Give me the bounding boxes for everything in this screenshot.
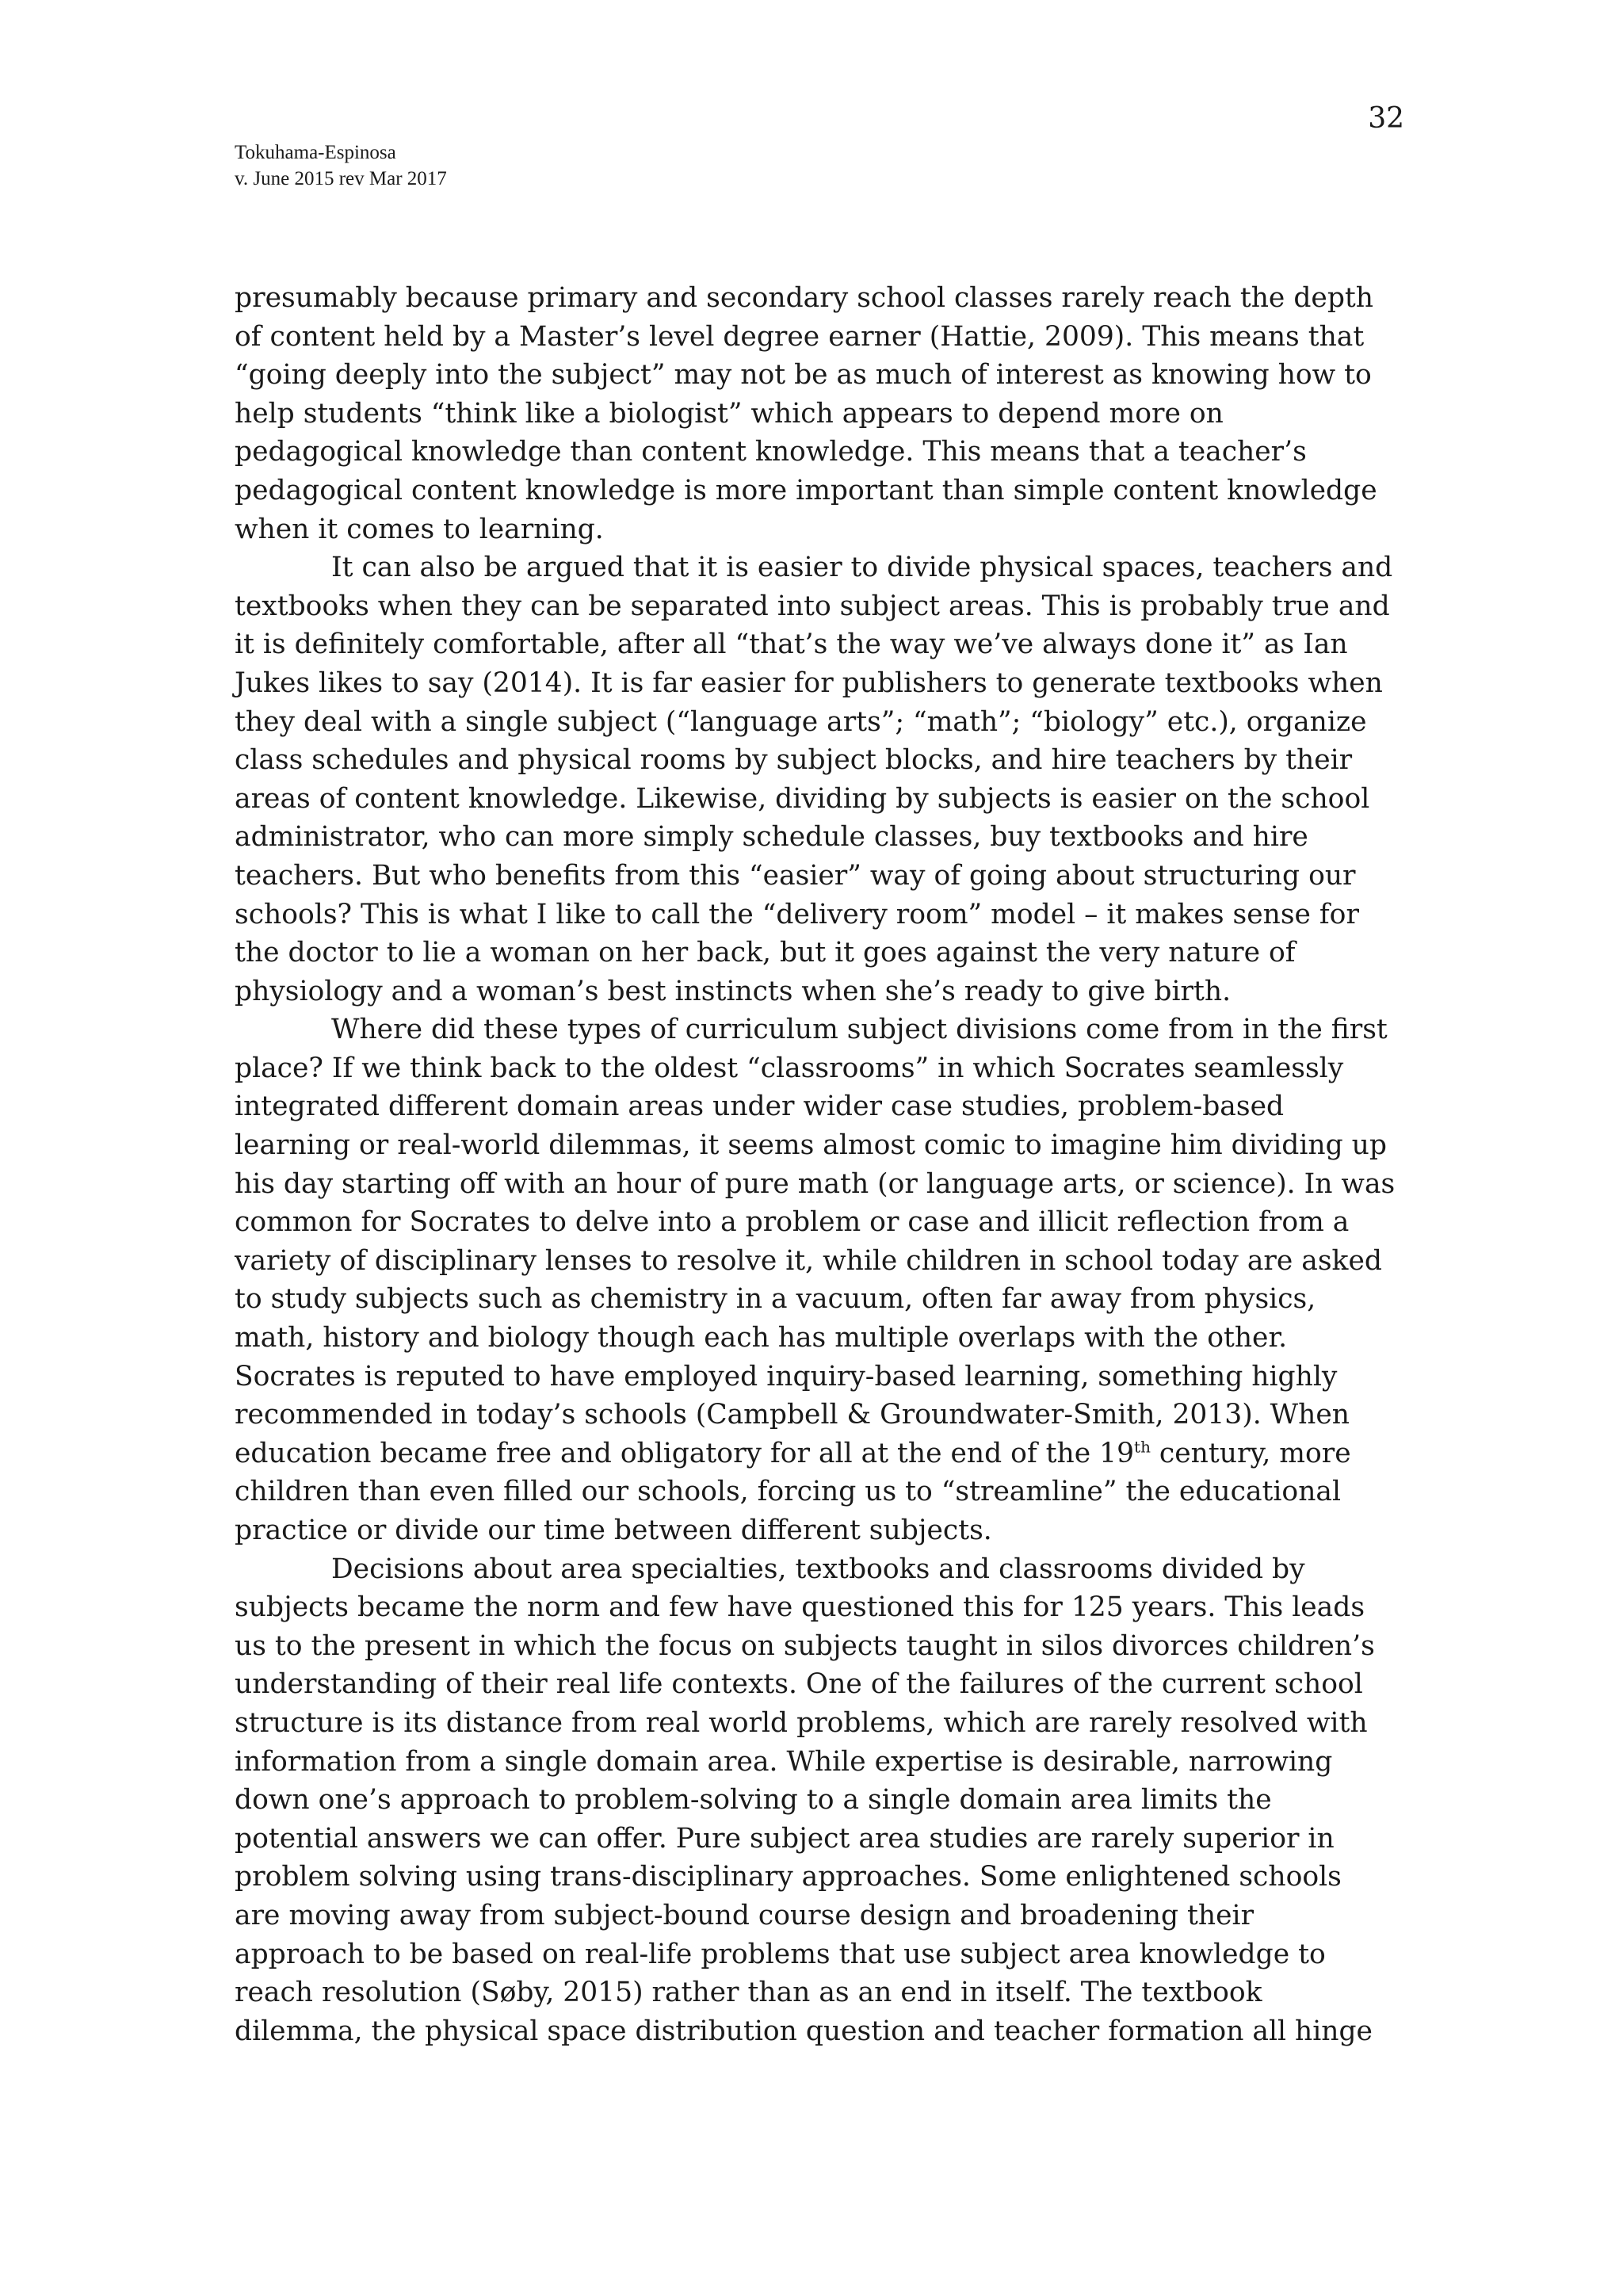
text-line [235,318,1407,357]
body-text [235,279,1407,2050]
text-line [235,857,1407,896]
text-line-content: the doctor to lie a woman on her back, but it goes against the very nature of [235,937,1296,969]
text-line-content: Decisions about area specialties, textbooks and classrooms divided by [331,1553,1305,1585]
text-line-content: pedagogical content knowledge is more important than simple content knowledge [235,474,1377,506]
text-line [235,279,1407,318]
text-line-content: help students “think like a biologist” which appears to depend more on [235,397,1224,430]
text-line [235,356,1407,395]
text-line-content: Socrates is reputed to have employed inquiry-based learning, something highly [235,1360,1338,1392]
text-line-content: understanding of their real life contexts. One of the failures of the current school [235,1668,1363,1701]
text-line-content: learning or real-world dilemmas, it seems almost comic to imagine him dividing up [235,1129,1387,1162]
text-line [235,972,1407,1011]
text-line-content: math, history and biology though each has multiple overlaps with the other. [235,1322,1288,1354]
text-line-content: problem solving using trans-disciplinary approaches. Some enlightened schools [235,1861,1342,1893]
text-line [235,818,1407,857]
text-line [235,395,1407,434]
text-line-content: reach resolution (Søby, 2015) rather than as an end in itself. The textbook [235,1977,1262,2009]
text-line [235,1588,1407,1627]
text-line-continuation: century, more [1150,1437,1351,1469]
text-line-content: subjects became the norm and few have questioned this for 125 years. This leads [235,1591,1365,1624]
text-line-content: when it comes to learning. [235,513,604,545]
text-line [235,1010,1407,1049]
text-line [235,1087,1407,1126]
text-line [235,1049,1407,1088]
text-line [235,433,1407,472]
text-line [235,1820,1407,1859]
text-line-content: down one’s approach to problem-solving to a single domain area limits the [235,1784,1272,1817]
text-line-content: areas of content knowledge. Likewise, dividing by subjects is easier on the school [235,782,1370,815]
text-line [235,1665,1407,1704]
text-line-content: recommended in today’s schools (Campbell & Groundwater-Smith, 2013). When [235,1399,1350,1431]
text-line-content: education became free and obligatory for all at the end of the 19 [235,1437,1135,1469]
text-line [235,1743,1407,1782]
text-line-content: teachers. But who benefits from this “easier” way of going about structuring our [235,859,1356,892]
text-line-content: his day starting off with an hour of pure math (or language arts, or science). In was [235,1167,1396,1200]
text-line [235,1358,1407,1396]
author-name: Tokuhama-Espinosa [235,142,396,163]
text-line [235,780,1407,819]
text-line-content: textbooks when they can be separated into subject areas. This is probably true and [235,590,1390,622]
text-line [235,1511,1407,1550]
text-line-content: approach to be based on real-life problems that use subject area knowledge to [235,1938,1326,1970]
text-line-content: It can also be argued that it is easier to divide physical spaces, teachers and [331,552,1393,584]
text-line [235,1242,1407,1281]
text-line [235,741,1407,780]
text-line [235,510,1407,549]
text-line [235,1126,1407,1165]
text-line [235,1550,1407,1589]
text-line-content: schools? This is what I like to call the “delivery room” model – it makes sense for [235,898,1359,930]
text-line [235,1280,1407,1319]
text-line-content: physiology and a woman’s best instincts when she’s ready to give birth. [235,975,1232,1007]
text-line [235,1396,1407,1435]
text-line-content: place? If we think back to the oldest “classrooms” in which Socrates seamlessly [235,1052,1344,1084]
text-line-content: us to the present in which the focus on subjects taught in silos divorces children’s [235,1629,1375,1662]
text-line [235,934,1407,972]
page-number: 32 [1368,102,1404,135]
text-line-content: common for Socrates to delve into a problem or case and illicit reflection from a [235,1206,1350,1239]
text-line-content: potential answers we can offer. Pure subject area studies are rarely superior in [235,1822,1335,1855]
text-line-content: practice or divide our time between different subjects. [235,1515,992,1546]
text-line-content: are moving away from subject-bound course design and broadening their [235,1899,1254,1931]
text-line [235,587,1407,626]
text-line-content: Where did these types of curriculum subject divisions come from in the first [331,1014,1388,1046]
text-line-content: variety of disciplinary lenses to resolve it, while children in school today are asked [235,1244,1382,1277]
text-line-content: information from a single domain area. While expertise is desirable, narrowing [235,1745,1333,1778]
text-line [235,896,1407,934]
running-head [235,139,447,192]
text-line [235,1973,1407,2012]
text-line [235,1781,1407,1820]
text-line-content: “going deeply into the subject” may not be as much of interest as knowing how to [235,359,1372,392]
text-line [235,548,1407,587]
text-line [235,1627,1407,1666]
text-line [235,1473,1407,1511]
text-line-content: children than even filled our schools, forcing us to “streamline” the educational [235,1476,1342,1508]
text-line-content: it is definitely comfortable, after all “that’s the way we’ve always done it” as Ian [235,628,1348,661]
version-note: v. June 2015 rev Mar 2017 [235,168,447,189]
text-line-content: of content held by a Master’s level degree earner (Hattie, 2009). This means that [235,320,1365,353]
text-line [235,1203,1407,1242]
text-line [235,1897,1407,1935]
text-line-content: to study subjects such as chemistry in a vacuum, often far away from physics, [235,1283,1316,1316]
text-line-content: integrated different domain areas under wider case studies, problem-based [235,1091,1285,1123]
text-line-content: pedagogical knowledge than content knowledge. This means that a teacher’s [235,436,1307,468]
text-line [235,625,1407,664]
text-line [235,1858,1407,1897]
text-line [235,1165,1407,1204]
text-line-content: they deal with a single subject (“language arts”; “math”; “biology” etc.), organize [235,705,1367,738]
text-line-content: structure is its distance from real world problems, which are rarely resolved with [235,1706,1368,1739]
text-line-content: Jukes likes to say (2014). It is far easier for publishers to generate textbooks when [235,667,1383,699]
text-line [235,664,1407,703]
text-line-content: dilemma, the physical space distribution question and teacher formation all hinge [235,2015,1373,2047]
text-line [235,472,1407,510]
text-line [235,2012,1407,2051]
text-line-content: administrator, who can more simply schedule classes, buy textbooks and hire [235,821,1308,854]
superscript: th [1134,1437,1151,1457]
text-line [235,703,1407,742]
text-line [235,1319,1407,1358]
text-line [235,1935,1407,1974]
text-line [235,1704,1407,1743]
text-line-content: class schedules and physical rooms by subject blocks, and hire teachers by their [235,744,1353,777]
text-line-content: presumably because primary and secondary school classes rarely reach the depth [235,282,1373,314]
text-line [235,1435,1407,1473]
